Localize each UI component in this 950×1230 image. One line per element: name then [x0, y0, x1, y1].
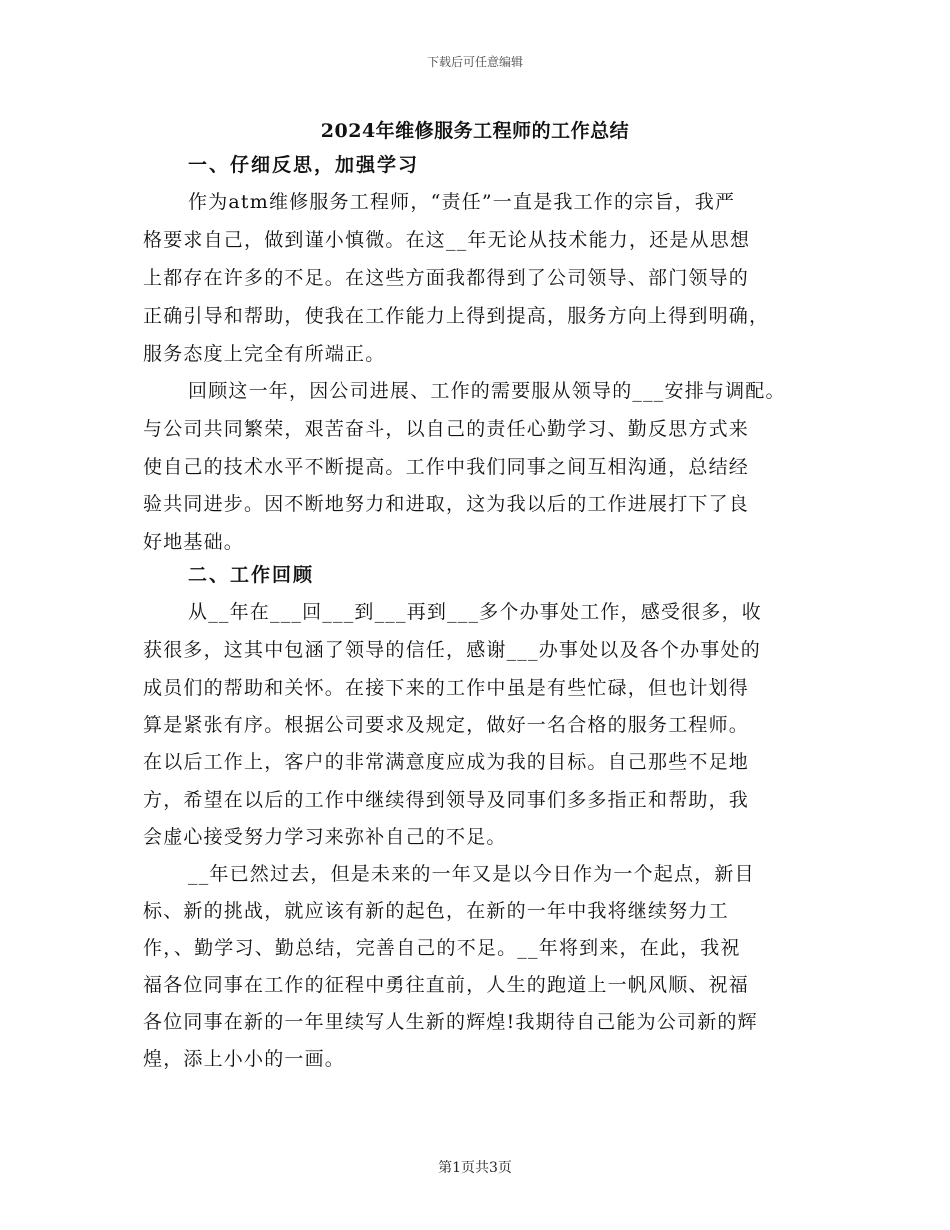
paragraph-line: 从__年在___回___到___再到___多个办事处工作，感受很多，收 [188, 601, 763, 623]
paragraph-line: __年已然过去，但是未来的一年又是以今日作为一个起点，新目 [188, 863, 755, 885]
paragraph-line: 好地基础。 [143, 531, 245, 553]
paragraph-line: 上都存在许多的不足。在这些方面我都得到了公司领导、部门领导的 [143, 267, 750, 289]
paragraph-line: 方，希望在以后的工作中继续得到领导及同事们多多指正和帮助，我 [143, 789, 750, 811]
paragraph-line: 各位同事在新的一年里续写人生新的辉煌!我期待自己能为公司新的辉 [143, 1011, 758, 1033]
paragraph-line: 与公司共同繁荣，艰苦奋斗，以自己的责任心勤学习、勤反思方式来 [143, 418, 750, 440]
page-footer: 第1页共3页 [438, 1160, 512, 1176]
paragraph-line: 算是紧张有序。根据公司要求及规定，做好一名合格的服务工程师。 [143, 714, 750, 736]
paragraph-line: 正确引导和帮助，使我在工作能力上得到提高，服务方向上得到明确， [143, 305, 770, 327]
paragraph-line: 成员们的帮助和关怀。在接下来的工作中虽是有些忙碌，但也计划得 [143, 677, 750, 699]
paragraph-line: 在以后工作上，客户的非常满意度应成为我的目标。自己那些不足地 [143, 751, 750, 773]
paragraph-line: 格要求自己，做到谨小慎微。在这__年无论从技术能力，还是从思想 [143, 229, 751, 251]
paragraph-line: 回顾这一年，因公司进展、工作的需要服从领导的___安排与调配。 [188, 380, 786, 402]
paragraph-line: 使自己的技术水平不断提高。工作中我们同事之间互相沟通，总结经 [143, 456, 750, 478]
paragraph-line: 验共同进步。因不断地努力和进取，这为我以后的工作进展打下了良 [143, 493, 750, 515]
paragraph-line: 获很多，这其中包涵了领导的信任，感谢___办事处以及各个办事处的 [143, 639, 761, 661]
paragraph-line: 服务态度上完全有所端正。 [143, 343, 386, 365]
document-title: 2024年维修服务工程师的工作总结 [320, 120, 630, 142]
paragraph-line: 会虚心接受努力学习来弥补自己的不足。 [143, 826, 507, 848]
page-header: 下载后可任意编辑 [426, 55, 523, 69]
paragraph-line: 福各位同事在工作的征程中勇往直前，人生的跑道上一帆风顺、祝福 [143, 974, 750, 996]
paragraph-line: 作为atm维修服务工程师，“责任”一直是我工作的宗旨，我严 [188, 191, 736, 213]
section-heading-2: 二、工作回顾 [188, 564, 315, 586]
section-heading-1: 一、仔细反思，加强学习 [188, 154, 420, 176]
paragraph-line: 煌，添上小小的一画。 [143, 1048, 346, 1070]
paragraph-line: 作，、勤学习、勤总结，完善自己的不足。__年将到来，在此，我祝 [143, 937, 741, 959]
paragraph-line: 标、新的挑战，就应该有新的起色，在新的一年中我将继续努力工 [143, 900, 729, 922]
